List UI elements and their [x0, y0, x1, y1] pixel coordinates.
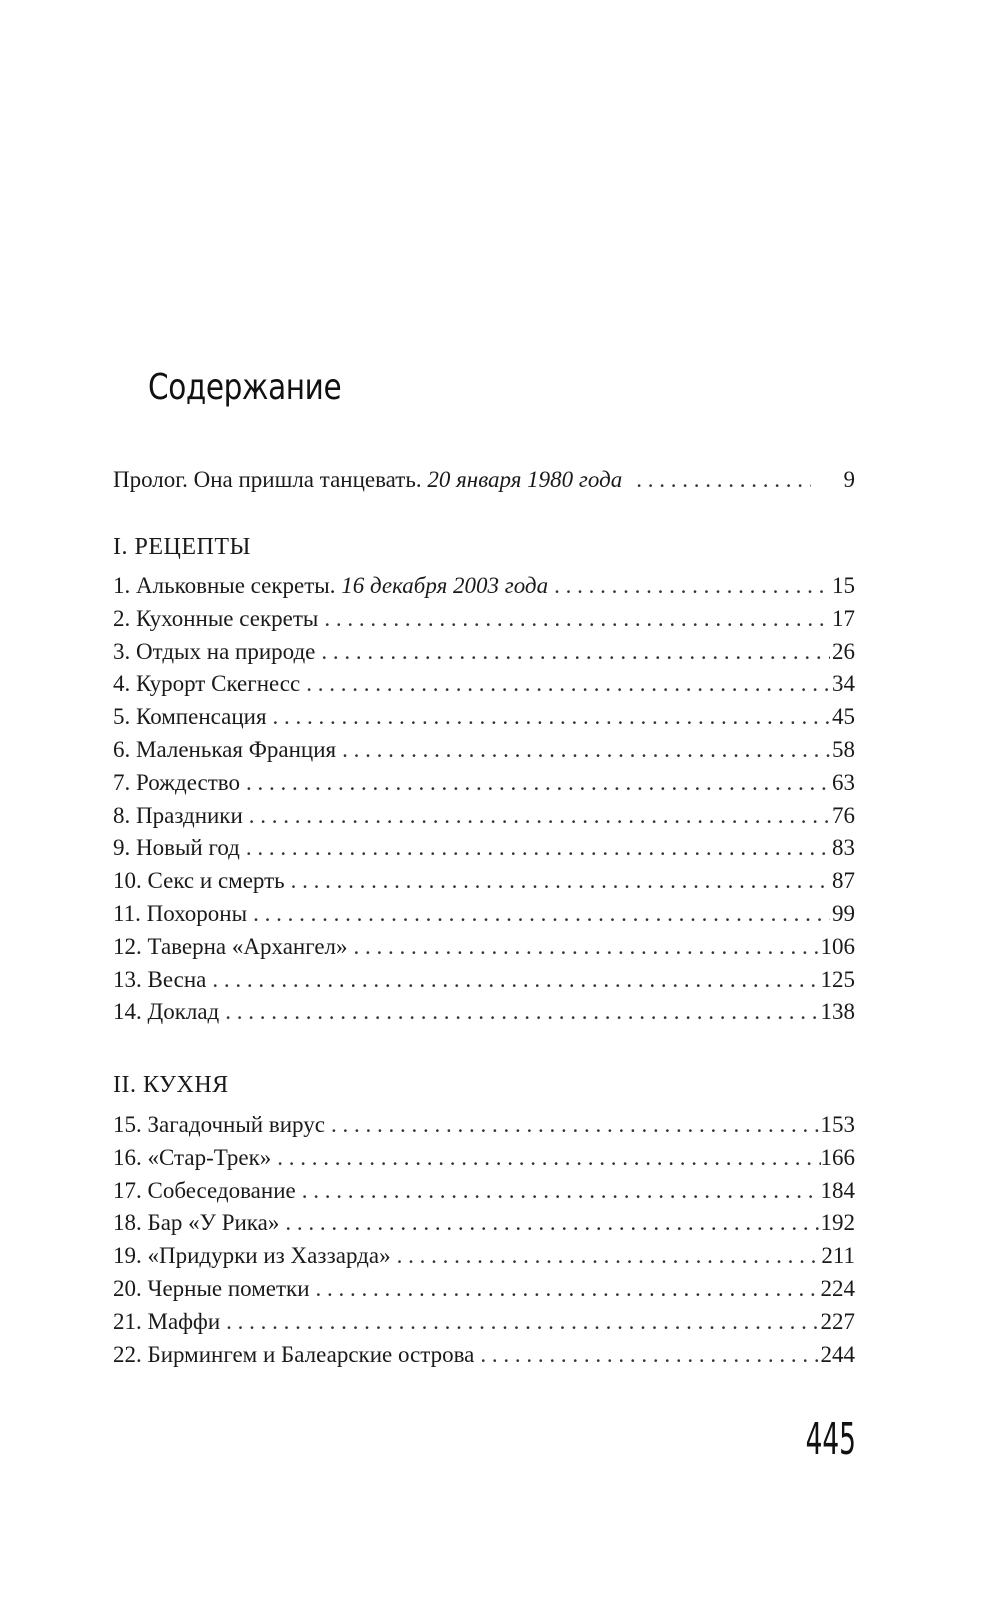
toc-entry[interactable] — [113, 898, 855, 931]
toc-entry-date: 16 декабря 2003 года — [341, 573, 549, 598]
toc-entry-label: 13. Весна — [113, 966, 207, 992]
section-heading-recipes: I. РЕЦЕПТЫ — [113, 534, 251, 560]
dot-leader — [354, 931, 821, 964]
toc-entry[interactable] — [113, 603, 855, 636]
toc-entry[interactable] — [113, 1240, 855, 1273]
toc-entry-page: 224 — [820, 1275, 855, 1301]
toc-entry[interactable] — [113, 832, 855, 865]
dot-leader — [249, 800, 830, 833]
dot-leader — [226, 1306, 820, 1339]
toc-prologue-block — [113, 464, 855, 497]
toc-entry-label: 9. Новый год — [113, 835, 240, 861]
dot-leader — [554, 570, 830, 603]
dot-leader — [225, 996, 820, 1029]
toc-entry[interactable] — [113, 1175, 855, 1208]
toc-entry[interactable] — [113, 1273, 855, 1306]
toc-entry[interactable] — [113, 668, 855, 701]
toc-entry-label: 11. Похороны — [113, 900, 248, 926]
toc-entry-page: 34 — [832, 671, 855, 697]
toc-entry-label: 15. Загадочный вирус — [113, 1112, 325, 1137]
toc-entry[interactable] — [113, 1306, 855, 1339]
toc-entry[interactable] — [113, 1207, 855, 1240]
toc-entry-page: 26 — [832, 638, 855, 664]
toc-entry-label: 1. Альковные секреты. — [113, 573, 336, 598]
toc-entry[interactable] — [113, 1109, 855, 1142]
toc-entry-label: 5. Компенсация — [113, 704, 267, 730]
toc-entry[interactable] — [113, 931, 855, 964]
toc-entry-label: 10. Секс и смерть — [113, 868, 285, 894]
dot-leader — [321, 636, 830, 669]
toc-entry-label: 8. Праздники — [113, 802, 243, 828]
dot-leader — [212, 964, 820, 997]
section-heading-kitchen: II. КУХНЯ — [113, 1072, 229, 1098]
toc-entry-label: 20. Черные пометки — [113, 1275, 310, 1301]
dot-leader — [285, 1207, 820, 1240]
dot-leader — [302, 1175, 821, 1208]
toc-entry-page: 45 — [832, 704, 855, 730]
toc-entry-page: 99 — [832, 900, 855, 926]
toc-entry[interactable] — [113, 800, 855, 833]
toc-entry-label: 19. «Придурки из Хаззарда» — [113, 1243, 391, 1269]
toc-entry-label: 2. Кухонные секреты — [113, 605, 319, 631]
dot-leader — [306, 668, 830, 701]
toc-entry-page: 192 — [820, 1210, 855, 1236]
dot-leader — [291, 865, 830, 898]
dot-leader — [324, 603, 830, 636]
toc-entry-label: 21. Маффи — [113, 1308, 221, 1334]
dot-leader — [316, 1273, 821, 1306]
toc-entry-page: 9 — [843, 467, 855, 492]
dot-leader — [480, 1339, 820, 1372]
toc-entry-page: 17 — [832, 605, 855, 631]
toc-entry-title — [113, 570, 548, 603]
toc-entry-label: 17. Собеседование — [113, 1177, 296, 1203]
toc-entry[interactable] — [113, 1339, 855, 1372]
dot-leader — [331, 1109, 821, 1142]
toc-entry-page: 138 — [820, 999, 855, 1025]
toc-entry-date: 20 января 1980 года — [427, 467, 623, 492]
toc-entry-page: 244 — [820, 1341, 855, 1367]
toc-entry[interactable] — [113, 636, 855, 669]
toc-entry[interactable] — [113, 767, 855, 800]
toc-entry-label: 7. Рождество — [113, 769, 240, 795]
toc-entry-label: 6. Маленькая Франция — [113, 736, 337, 762]
dot-leader — [253, 898, 830, 931]
dot-leader — [636, 464, 811, 497]
toc-entry-page: 58 — [832, 736, 855, 762]
toc-entry[interactable] — [113, 865, 855, 898]
toc-entry-page: 15 — [832, 573, 855, 598]
toc-entry-label: 16. «Стар-Трек» — [113, 1144, 272, 1170]
toc-entry-page: 63 — [832, 769, 855, 795]
dot-leader — [342, 734, 830, 767]
toc-section-kitchen — [113, 1109, 855, 1371]
toc-entry-title — [113, 464, 622, 497]
page-title: Содержание — [148, 367, 342, 408]
toc-entry-page: 184 — [820, 1177, 855, 1203]
toc-entry-page: 153 — [820, 1112, 855, 1137]
toc-entry-label: 14. Доклад — [113, 999, 220, 1025]
toc-entry-page: 106 — [820, 933, 855, 959]
toc-entry-page: 125 — [820, 966, 855, 992]
page-number: 445 — [805, 1414, 856, 1465]
toc-entry[interactable] — [113, 1142, 855, 1175]
toc-entry-page: 83 — [832, 835, 855, 861]
toc-entry-label: 3. Отдых на природе — [113, 638, 316, 664]
dot-leader — [277, 1142, 820, 1175]
dot-leader — [246, 767, 830, 800]
toc-entry-label: 12. Таверна «Архангел» — [113, 933, 348, 959]
toc-entry-page: 87 — [832, 868, 855, 894]
dot-leader — [246, 832, 830, 865]
toc-section-recipes — [113, 570, 855, 1029]
toc-entry[interactable] — [113, 964, 855, 997]
toc-entry[interactable] — [113, 701, 855, 734]
toc-entry-label: 4. Курорт Скегнесс — [113, 671, 301, 697]
toc-entry[interactable] — [113, 734, 855, 767]
toc-entry[interactable] — [113, 996, 855, 1029]
toc-entry-page: 166 — [820, 1144, 855, 1170]
toc-entry-page: 76 — [832, 802, 855, 828]
toc-entry-label: 22. Бирмингем и Балеарские острова — [113, 1341, 475, 1367]
toc-entry-label: Пролог. Она пришла танцевать. — [113, 467, 422, 492]
dot-leader — [273, 701, 830, 734]
toc-entry[interactable] — [113, 570, 855, 603]
toc-entry-page: 227 — [820, 1308, 855, 1334]
dot-leader — [397, 1240, 822, 1273]
toc-entry-prologue[interactable] — [113, 464, 855, 497]
toc-entry-page: 211 — [821, 1243, 855, 1269]
toc-entry-label: 18. Бар «У Рика» — [113, 1210, 280, 1236]
